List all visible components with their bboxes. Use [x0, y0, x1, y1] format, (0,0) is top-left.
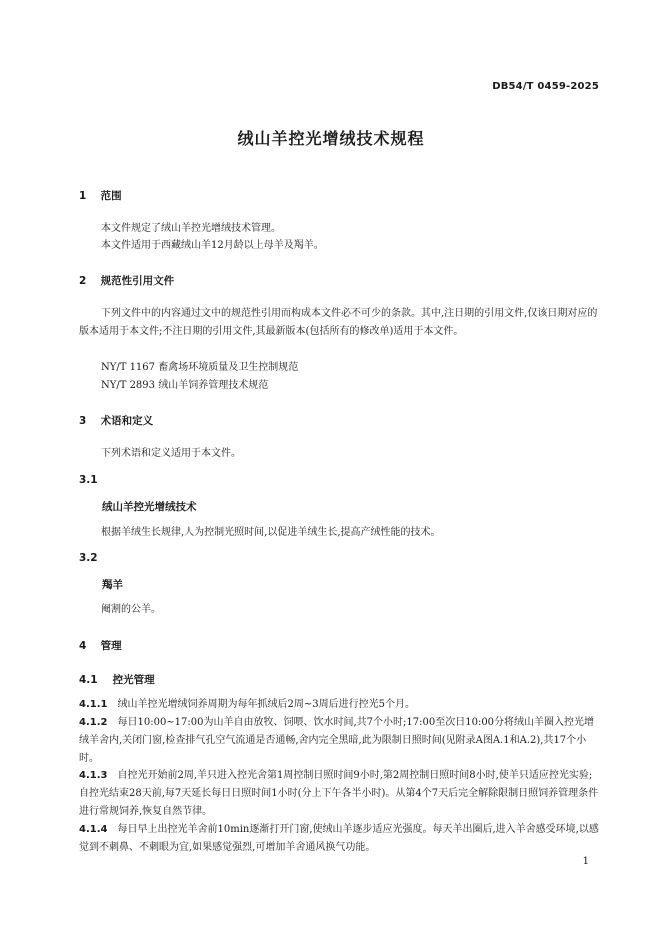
clause-text: 绒山羊控光增绒饲养周期为每年抓绒后2周~3周后进行控光5个月。: [117, 699, 415, 710]
paragraph: 下列文件中的内容通过文中的规范性引用而构成本文件必不可少的条款。其中,注日期的引用文件,仅该日期对应的版本适用于本文件;不注日期的引用文件,其最新版本(包括所有的修改单)适用于本文件。: [79, 308, 598, 337]
normative-reference: NY/T 2893 绒山羊饲养管理技术规范: [101, 380, 269, 391]
clause-number: 4.1.1: [79, 699, 108, 710]
subsection-number: 4.1: [79, 674, 98, 686]
section-2-heading: [79, 273, 174, 288]
clause-number: 4.1.2: [79, 717, 108, 728]
section-title: 术语和定义: [100, 415, 154, 427]
section-number: 1: [79, 190, 87, 202]
paragraph: 本文件规定了绒山羊控光增绒技术管理。: [101, 223, 281, 234]
term-number: 3.2: [79, 552, 98, 564]
paragraph: 下列术语和定义适用于本文件。: [101, 448, 241, 459]
clause-4-1-2: [79, 714, 599, 768]
clause-text: 每日早上出控光羊舍前10min逐渐打开门窗,使绒山羊逐步适应光强度。每天羊出圈后,进入羊舍感受环境,以感觉到不刺鼻、不刺眼为宜,如果感觉强烈,可增加羊舍通风换气功能。: [79, 824, 599, 853]
section-3-heading: [79, 413, 153, 428]
section-1-heading: [79, 188, 122, 203]
term-definition: 根据羊绒生长规律,人为控制光照时间,以促进羊绒生长,提高产绒性能的技术。: [101, 527, 441, 538]
section-number: 4: [79, 640, 87, 652]
term-definition: 阉割的公羊。: [101, 604, 161, 615]
section-number: 3: [79, 415, 87, 427]
document-number: DB54/T 0459-2025: [492, 81, 599, 92]
subsection-4-1-heading: [79, 672, 155, 687]
term-name: 羯羊: [102, 579, 123, 591]
section-title: 管理: [100, 640, 122, 652]
clause-4-1-4: [79, 821, 599, 857]
paragraph: 本文件适用于西藏绒山羊12月龄以上母羊及羯羊。: [101, 240, 324, 251]
term-name: 绒山羊控光增绒技术: [102, 501, 197, 513]
page-number: 1: [582, 856, 589, 867]
section-4-heading: [79, 638, 122, 653]
section-title: 规范性引用文件: [100, 275, 175, 287]
clause-text: 自控光开始前2周,羊只进入控光舍第1周控制日照时间9小时,第2周控制日照时间8小时,使羊只适应控光实验;自控光结束28天前,每7天延长每日日照时间1小时(分上下午各半小时)。从第4个7天后完全解除限制日照饲养管理条件进行常规饲养,恢复自然节律。: [79, 770, 599, 817]
subsection-title: 控光管理: [112, 674, 155, 686]
clause-4-1-3: [79, 767, 599, 821]
clause-4-1-1: [79, 696, 599, 714]
normative-reference: NY/T 1167 畜禽场环境质量及卫生控制规范: [101, 362, 299, 373]
clause-text: 每日10:00~17:00为山羊自由放牧、饲喂、饮水时间,共7个小时;17:00至次日10:00分将绒山羊圈入控光增绒羊舍内,关闭门窗,检查排气孔空气流通是否通畅,舍内完全黑暗,此为限制日照时间(见附录A图A.1和A.2),共17个小时。: [79, 717, 595, 764]
term-number: 3.1: [79, 474, 98, 486]
clause-number: 4.1.3: [79, 770, 108, 781]
section-title: 范围: [100, 190, 122, 202]
section-number: 2: [79, 275, 87, 287]
clause-number: 4.1.4: [79, 824, 108, 835]
document-title: 绒山羊控光增绒技术规程: [237, 129, 425, 148]
